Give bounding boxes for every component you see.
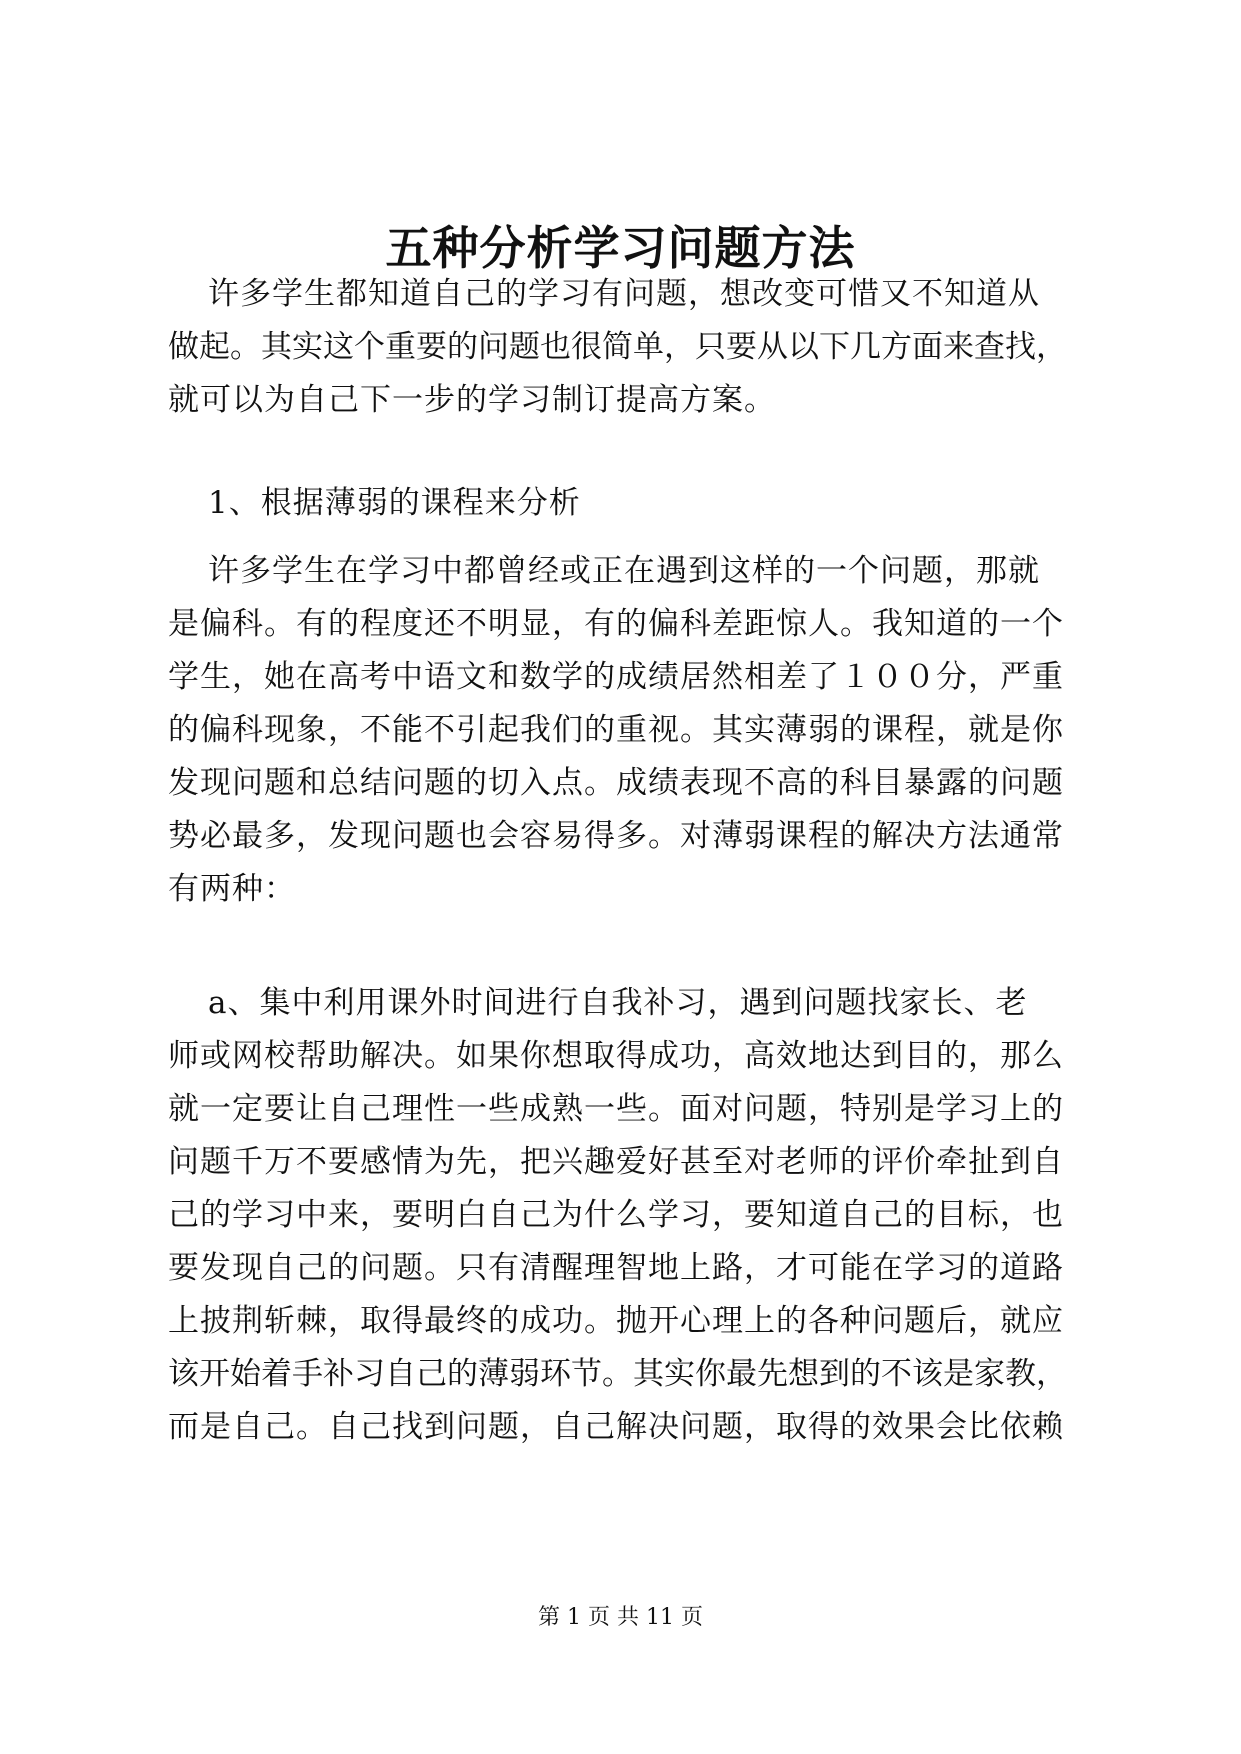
body-line: 做起。其实这个重要的问题也很简单，只要从以下几方面来查找， xyxy=(168,329,1067,365)
body-line: 问题千万不要感情为先，把兴趣爱好甚至对老师的评价牵扯到自 xyxy=(168,1144,1064,1180)
body-line: 发现问题和总结问题的切入点。成绩表现不高的科目暴露的问题 xyxy=(168,765,1064,801)
body-line: 有两种： xyxy=(168,871,296,907)
body-line: 的偏科现象，不能不引起我们的重视。其实薄弱的课程，就是你 xyxy=(168,712,1064,748)
body-line: 该开始着手补习自己的薄弱环节。其实你最先想到的不该是家教， xyxy=(168,1356,1067,1392)
body-line: 就一定要让自己理性一些成熟一些。面对问题，特别是学习上的 xyxy=(168,1091,1064,1127)
body-line: 师或网校帮助解决。如果你想取得成功，高效地达到目的，那么 xyxy=(168,1038,1064,1074)
body-line: 上披荆斩棘，取得最终的成功。抛开心理上的各种问题后，就应 xyxy=(168,1303,1064,1339)
body-line: 学生，她在高考中语文和数学的成绩居然相差了１００分，严重 xyxy=(168,659,1064,695)
body-line: 许多学生在学习中都曾经或正在遇到这样的一个问题，那就 xyxy=(208,553,1040,589)
body-line: 要发现自己的问题。只有清醒理智地上路，才可能在学习的道路 xyxy=(168,1250,1064,1286)
body-line: 己的学习中来，要明白自己为什么学习，要知道自己的目标，也 xyxy=(168,1197,1064,1233)
body-line: 势必最多，发现问题也会容易得多。对薄弱课程的解决方法通常 xyxy=(168,818,1064,854)
body-line: 是偏科。有的程度还不明显，有的偏科差距惊人。我知道的一个 xyxy=(168,606,1064,642)
body-line: a、集中利用课外时间进行自我补习，遇到问题找家长、老 xyxy=(208,985,1028,1021)
body-line: 许多学生都知道自己的学习有问题，想改变可惜又不知道从 xyxy=(208,276,1040,312)
body-line: 就可以为自己下一步的学习制订提高方案。 xyxy=(168,382,776,418)
body-line: 而是自己。自己找到问题，自己解决问题，取得的效果会比依赖 xyxy=(168,1409,1064,1445)
section-heading: 1、根据薄弱的课程来分析 xyxy=(208,485,581,521)
page-footer: 第 1 页 共 11 页 xyxy=(538,1605,703,1630)
document-title: 五种分析学习问题方法 xyxy=(385,221,856,275)
